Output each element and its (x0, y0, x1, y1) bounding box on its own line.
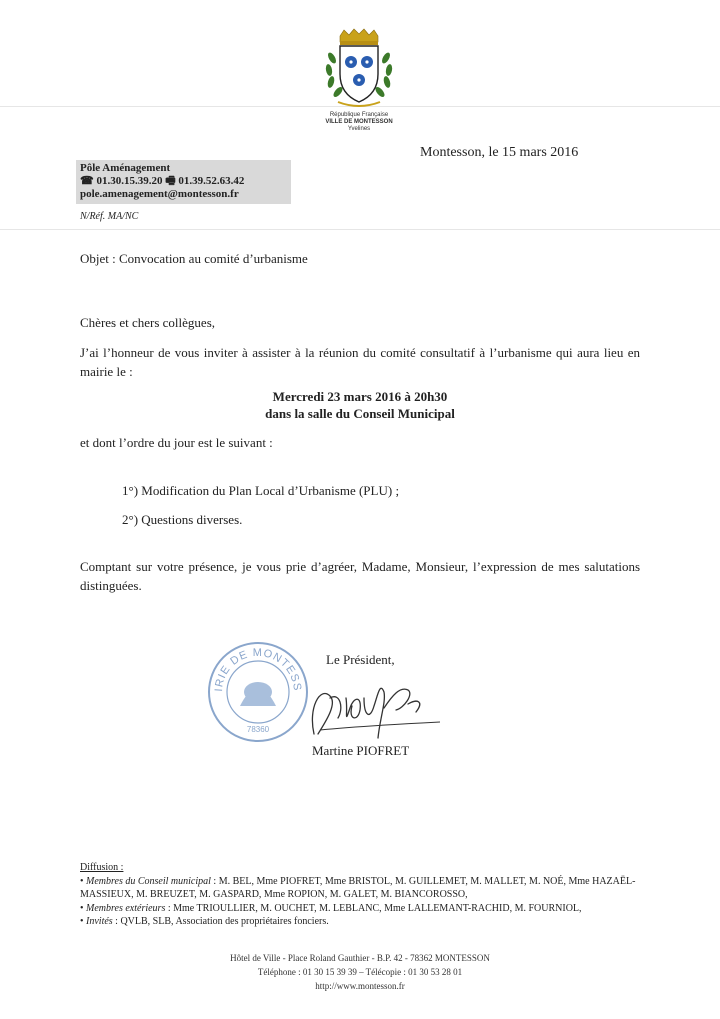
signature-icon (300, 668, 450, 748)
mairie-stamp (206, 640, 310, 744)
handwritten-signature (300, 668, 450, 748)
scan-line (0, 229, 720, 230)
distribution-ext-label: Membres extérieurs (86, 902, 166, 914)
date-line: Montesson, le 15 mars 2016 (420, 145, 579, 160)
distribution-heading: Diffusion : (80, 862, 124, 873)
footer-address: Hôtel de Ville - Place Roland Gauthier - B.P. 42 - 78362 MONTESSON (230, 953, 490, 963)
signatory-title: Le Président, (326, 652, 395, 667)
footer-website: http://www.montesson.fr (315, 981, 405, 991)
agenda-item: 1°) Modification du Plan Local d’Urbanisme (PLU) ; (122, 483, 400, 498)
crest-caption (300, 112, 418, 133)
stamp-icon (206, 640, 310, 744)
crest-line-yvelines: Yvelines (347, 126, 371, 132)
crest-icon (318, 28, 400, 112)
distribution-guests-label: Invités (86, 916, 113, 927)
crest-line-republique: République Française (329, 112, 389, 118)
reference: N/Réf. MA/NC (80, 211, 139, 222)
invitation-paragraph: J’ai l’honneur de vous inviter à assister à la réunion du comité consultatif à l’urbanisme qui aura lieu en mairie le : (80, 345, 640, 379)
salutation: Chères et chers collègues, (80, 315, 216, 330)
sender-phone-fax: ☎ 01.30.15.39.20 🖷 01.39.52.63.42 (80, 175, 245, 187)
agenda-item: 2°) Questions diverses. (122, 512, 243, 527)
meeting-place: dans la salle du Conseil Municipal (265, 406, 455, 421)
signatory-name: Martine PIOFRET (312, 743, 410, 758)
meeting-date: Mercredi 23 mars 2016 à 20h30 (272, 389, 448, 404)
distribution-guests: : QVLB, SLB, Association des propriétaires fonciers. (112, 916, 329, 927)
closing-paragraph: Comptant sur votre présence, je vous prie d’agréer, Madame, Monsieur, l’expression de mes salutations distinguées. (80, 559, 640, 593)
sender-dept: Pôle Aménagement (80, 162, 171, 174)
footer-phone: Téléphone : 01 30 15 39 39 – Télécopie : 01 30 53 28 01 (257, 967, 463, 977)
stamp-code: 78360 (246, 725, 270, 734)
sender-block (76, 160, 291, 204)
agenda-intro: et dont l’ordre du jour est le suivant : (80, 435, 273, 450)
distribution-ext: : Mme TRIOULLIER, M. OUCHET, M. LEBLANC, Mme LALLEMANT-RACHID, M. FOURNIOL, (165, 902, 582, 914)
city-crest (318, 28, 400, 112)
sender-email: pole.amenagement@montesson.fr (80, 188, 239, 200)
distribution-conseil-label: Membres du Conseil municipal (86, 875, 211, 887)
subject-line: Objet : Convocation au comité d’urbanisme (80, 251, 308, 266)
crest-line-ville: VILLE DE MONTESSON (325, 119, 393, 125)
distribution-block: Diffusion : • Membres du Conseil municipal : M. BEL, Mme PIOFRET, Mme BRISTOL, M. GUILLEMET, M. MALLET, M. NOÉ, Mme HAZAËL-MASSIEUX, M. BREUZET, M. GASPARD, Mme ROPION, M. GALET, M. BIANCOROSSO, • Membres extérieurs : Mme TRIOULLIER, M. OUCHET, M. LEBLANC, Mme LALLEMANT-RACHID, M. FOURNIOL, • Invités : QVLB, SLB, Association des propriétaires fonciers. (80, 862, 636, 927)
footer (80, 951, 640, 993)
distribution-conseil: : M. BEL, Mme PIOFRET, Mme BRISTOL, M. GUILLEMET, M. MALLET, M. NOÉ, Mme HAZAËL-MASSIEUX, M. BREUZET, M. GASPARD, Mme ROPION, M. GALET, M. BIANCOROSSO, (80, 875, 636, 900)
stamp-text: IRIE DE MONTESS (212, 646, 304, 693)
